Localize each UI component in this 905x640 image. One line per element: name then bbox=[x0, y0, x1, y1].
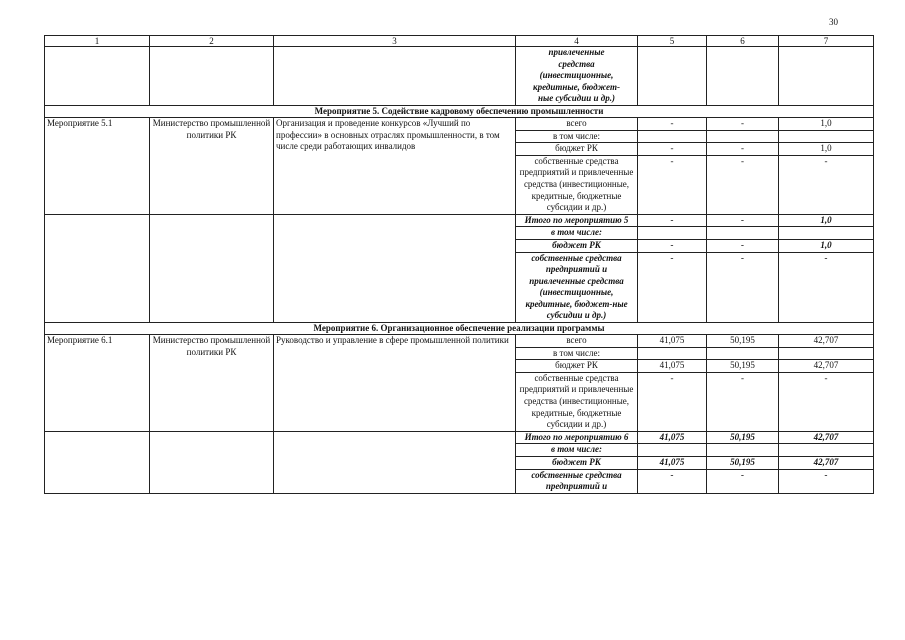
column-header: 5 bbox=[638, 36, 707, 47]
value-cell: - bbox=[638, 252, 707, 323]
value-cell bbox=[779, 444, 874, 457]
table-cell bbox=[150, 214, 274, 322]
column-number-row bbox=[45, 36, 874, 47]
table-cell bbox=[45, 214, 150, 322]
value-cell: - bbox=[638, 239, 707, 252]
value-cell: - bbox=[707, 143, 779, 156]
value-cell: - bbox=[638, 117, 707, 130]
table-cell bbox=[150, 431, 274, 493]
column-header: 4 bbox=[516, 36, 638, 47]
value-cell: - bbox=[779, 252, 874, 323]
value-cell: 1,0 bbox=[779, 239, 874, 252]
value-cell bbox=[638, 227, 707, 240]
funding-source-cell: собственные средства предприятий и привлеченные средства (инвестиционные, кредитные, бюджетные субсидии и др.) bbox=[516, 372, 638, 431]
section-title-row bbox=[45, 105, 874, 117]
value-cell: 42,707 bbox=[779, 457, 874, 470]
value-cell: - bbox=[707, 469, 779, 493]
table-row bbox=[45, 431, 874, 444]
table-cell bbox=[707, 47, 779, 106]
value-cell: 1,0 bbox=[779, 214, 874, 227]
value-cell: - bbox=[638, 372, 707, 431]
column-header: 7 bbox=[779, 36, 874, 47]
executor-cell: Министерство промышленной политики РК bbox=[150, 335, 274, 432]
table-cell bbox=[274, 431, 516, 493]
column-header: 3 bbox=[274, 36, 516, 47]
value-cell: - bbox=[779, 155, 874, 214]
value-cell: 41,075 bbox=[638, 360, 707, 373]
table-cell bbox=[274, 214, 516, 322]
text-line: (инвестиционные, bbox=[539, 70, 614, 81]
table-cell bbox=[150, 47, 274, 106]
description-cell: Руководство и управление в сфере промышленной политики bbox=[274, 335, 516, 432]
value-cell bbox=[707, 347, 779, 360]
funding-source-cell: бюджет РК bbox=[516, 143, 638, 156]
value-cell: 50,195 bbox=[707, 335, 779, 348]
page-number: 30 bbox=[829, 17, 838, 27]
funding-source-cell: бюджет РК bbox=[516, 360, 638, 373]
value-cell: - bbox=[638, 155, 707, 214]
funding-source-cell: бюджет РК bbox=[516, 239, 638, 252]
section-title: Мероприятие 6. Организационное обеспечение реализации программы bbox=[45, 323, 874, 335]
value-cell: 1,0 bbox=[779, 143, 874, 156]
value-cell: 50,195 bbox=[707, 431, 779, 444]
continuation-row bbox=[45, 47, 874, 106]
value-cell: 50,195 bbox=[707, 360, 779, 373]
description-cell: Организация и проведение конкурсов «Лучший по профессии» в основных отраслях промышленности, в том числе среди работающих инвалидов bbox=[274, 117, 516, 214]
funding-source-cell: в том числе: bbox=[516, 130, 638, 143]
funding-source-cell: всего bbox=[516, 335, 638, 348]
value-cell bbox=[638, 130, 707, 143]
value-cell: - bbox=[707, 117, 779, 130]
funding-source-cell: бюджет РК bbox=[516, 457, 638, 470]
total-label-cell: Итого по мероприятию 6 bbox=[516, 431, 638, 444]
value-cell: - bbox=[707, 372, 779, 431]
value-cell: 41,075 bbox=[638, 335, 707, 348]
value-cell: 50,195 bbox=[707, 457, 779, 470]
value-cell bbox=[707, 444, 779, 457]
funding-source-cell: всего bbox=[516, 117, 638, 130]
value-cell bbox=[779, 347, 874, 360]
funding-source-cell bbox=[516, 47, 638, 106]
table-cell bbox=[638, 47, 707, 106]
funding-source-cell: собственные средства предприятий и привлеченные средства (инвестиционные, кредитные, бюджет-ные субсидии и др.) bbox=[516, 252, 638, 323]
total-label-cell: Итого по мероприятию 5 bbox=[516, 214, 638, 227]
text-line: привлеченные bbox=[548, 47, 605, 57]
value-cell: - bbox=[707, 252, 779, 323]
value-cell: - bbox=[779, 469, 874, 493]
value-cell: - bbox=[707, 239, 779, 252]
table-row bbox=[45, 214, 874, 227]
value-cell bbox=[707, 130, 779, 143]
value-cell bbox=[638, 444, 707, 457]
text-line: кредитные, бюджет- bbox=[533, 81, 620, 92]
value-cell: 42,707 bbox=[779, 360, 874, 373]
section-title: Мероприятие 5. Содействие кадровому обеспечению промышленности bbox=[45, 105, 874, 117]
table-cell bbox=[779, 47, 874, 106]
value-cell bbox=[707, 227, 779, 240]
funding-source-cell: в том числе: bbox=[516, 227, 638, 240]
column-header: 1 bbox=[45, 36, 150, 47]
table-cell bbox=[45, 431, 150, 493]
value-cell: - bbox=[638, 214, 707, 227]
text-line: средства bbox=[558, 58, 595, 69]
value-cell bbox=[638, 347, 707, 360]
measure-cell: Мероприятие 5.1 bbox=[45, 117, 150, 214]
column-header: 2 bbox=[150, 36, 274, 47]
table-cell bbox=[274, 47, 516, 106]
program-table bbox=[44, 35, 874, 494]
value-cell: 42,707 bbox=[779, 431, 874, 444]
measure-cell: Мероприятие 6.1 bbox=[45, 335, 150, 432]
column-header: 6 bbox=[707, 36, 779, 47]
value-cell: 42,707 bbox=[779, 335, 874, 348]
value-cell bbox=[779, 130, 874, 143]
value-cell: - bbox=[638, 469, 707, 493]
value-cell: - bbox=[638, 143, 707, 156]
value-cell: 1,0 bbox=[779, 117, 874, 130]
section-title-row bbox=[45, 323, 874, 335]
text-line: ные субсидии и др.) bbox=[538, 93, 615, 104]
table-cell bbox=[45, 47, 150, 106]
table-row bbox=[45, 117, 874, 130]
value-cell: - bbox=[707, 214, 779, 227]
funding-source-cell: в том числе: bbox=[516, 444, 638, 457]
value-cell: 41,075 bbox=[638, 431, 707, 444]
funding-source-cell: в том числе: bbox=[516, 347, 638, 360]
value-cell: - bbox=[707, 155, 779, 214]
funding-source-cell: собственные средства предприятий и bbox=[516, 469, 638, 493]
value-cell: 41,075 bbox=[638, 457, 707, 470]
funding-source-cell: собственные средства предприятий и привлеченные средства (инвестиционные, кредитные, бюджетные субсидии и др.) bbox=[516, 155, 638, 214]
value-cell: - bbox=[779, 372, 874, 431]
table-row bbox=[45, 335, 874, 348]
executor-cell: Министерство промышленной политики РК bbox=[150, 117, 274, 214]
value-cell bbox=[779, 227, 874, 240]
